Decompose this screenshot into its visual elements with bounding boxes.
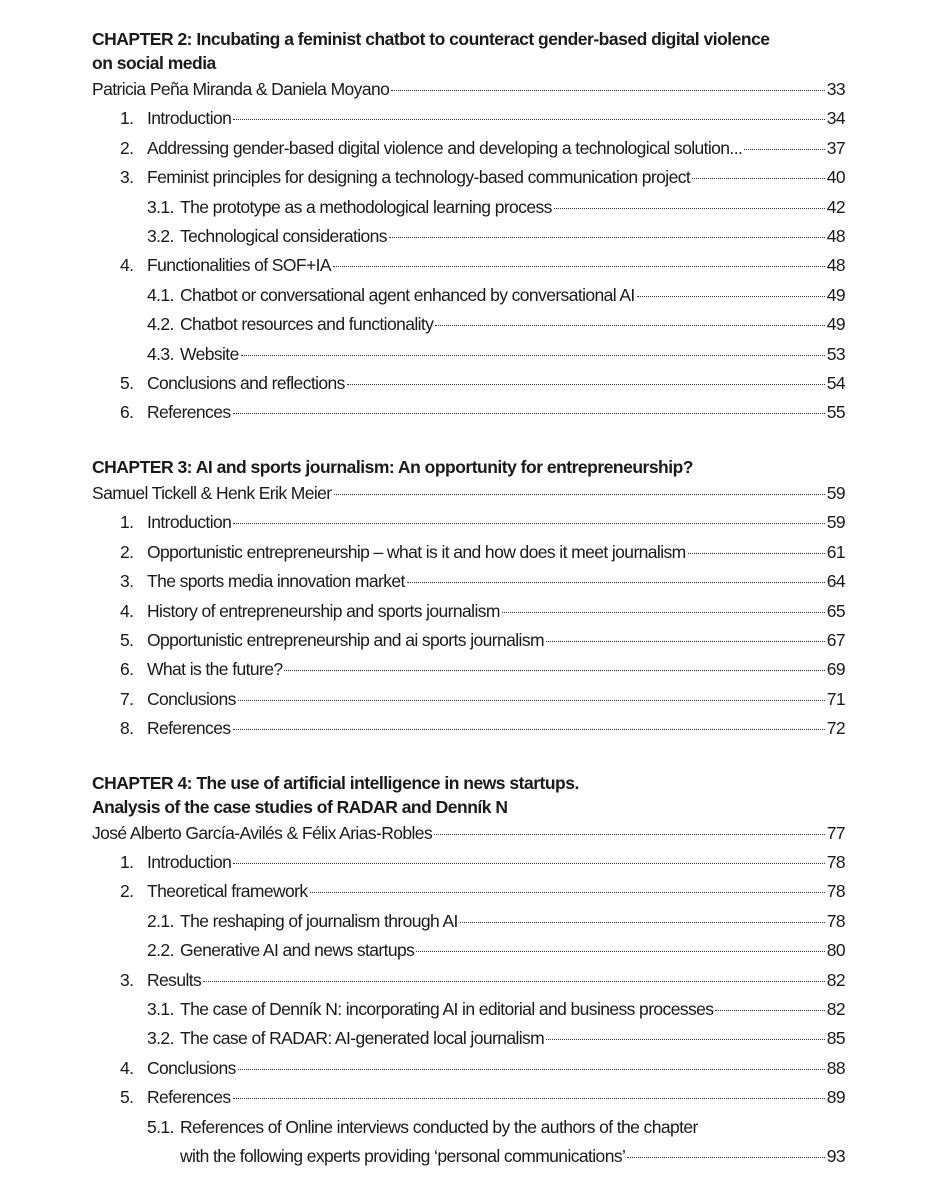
page-number: 89 bbox=[826, 1087, 845, 1108]
dot-leader bbox=[416, 951, 824, 952]
entry-title-continued: with the following experts providing ‘personal communications’ bbox=[180, 1146, 626, 1166]
table-of-contents bbox=[92, 27, 845, 1198]
page-number: 65 bbox=[826, 600, 845, 621]
dot-leader bbox=[233, 119, 824, 120]
toc-entry[interactable] bbox=[92, 597, 845, 626]
toc-entry[interactable] bbox=[92, 685, 845, 714]
dot-leader bbox=[233, 523, 824, 524]
dot-leader bbox=[241, 355, 825, 356]
toc-entry[interactable] bbox=[92, 936, 845, 965]
toc-entry-authors[interactable] bbox=[92, 479, 845, 508]
entry-number: 5.1. bbox=[147, 1116, 174, 1137]
dot-leader bbox=[688, 553, 825, 554]
entry-number: 3. bbox=[120, 969, 134, 990]
toc-entry[interactable] bbox=[92, 310, 845, 339]
chapter-section bbox=[92, 771, 845, 1172]
dot-leader bbox=[546, 1039, 825, 1040]
page-number: 77 bbox=[826, 822, 845, 843]
page-number: 93 bbox=[826, 1146, 845, 1166]
entry-title: Chatbot or conversational agent enhanced by conversational AI bbox=[180, 284, 635, 305]
page-number: 49 bbox=[826, 314, 845, 335]
toc-entry-authors[interactable] bbox=[92, 75, 845, 104]
dot-leader bbox=[238, 700, 825, 701]
dot-leader bbox=[637, 296, 825, 297]
toc-entry[interactable] bbox=[92, 1054, 845, 1083]
toc-entry[interactable] bbox=[92, 626, 845, 655]
dot-leader bbox=[715, 1010, 824, 1011]
entry-number: 3.1. bbox=[147, 196, 174, 217]
entry-number: 4.1. bbox=[147, 284, 174, 305]
dot-leader bbox=[347, 384, 825, 385]
dot-leader bbox=[233, 729, 825, 730]
entry-number: 2. bbox=[120, 137, 134, 158]
entry-title: Generative AI and news startups bbox=[180, 940, 415, 961]
page-number: 85 bbox=[826, 1028, 845, 1049]
toc-entry[interactable] bbox=[92, 104, 845, 133]
page-number: 34 bbox=[826, 108, 845, 129]
chapter-title-line: CHAPTER 4: The use of artificial intelligence in news startups. bbox=[92, 772, 579, 793]
entry-title: Technological considerations bbox=[180, 226, 387, 247]
entry-number: 2. bbox=[120, 881, 134, 902]
entry-title: Opportunistic entrepreneurship and ai sports journalism bbox=[147, 629, 544, 650]
dot-leader bbox=[554, 208, 825, 209]
dot-leader bbox=[435, 325, 824, 326]
toc-entry[interactable] bbox=[92, 163, 845, 192]
dot-leader bbox=[434, 834, 825, 835]
entry-number: 3.2. bbox=[147, 226, 174, 247]
toc-entry[interactable] bbox=[92, 508, 845, 537]
entry-title: References bbox=[147, 1087, 231, 1108]
entry-number: 4. bbox=[120, 1057, 134, 1078]
page-number: 61 bbox=[826, 541, 845, 562]
dot-leader bbox=[460, 922, 825, 923]
entry-title: Introduction bbox=[147, 851, 232, 872]
page-number: 88 bbox=[826, 1057, 845, 1078]
entry-title: The reshaping of journalism through AI bbox=[180, 910, 458, 931]
toc-entry[interactable] bbox=[92, 1083, 845, 1112]
entry-number: 8. bbox=[120, 718, 134, 739]
toc-entry[interactable] bbox=[92, 655, 845, 684]
page-number: 64 bbox=[826, 571, 845, 592]
dot-leader bbox=[284, 670, 824, 671]
entry-number: 4.3. bbox=[147, 343, 174, 364]
dot-leader bbox=[546, 641, 825, 642]
toc-entry[interactable] bbox=[92, 966, 845, 995]
toc-entry[interactable] bbox=[92, 877, 845, 906]
entry-title: The prototype as a methodological learning process bbox=[180, 196, 552, 217]
chapter-authors: José Alberto García-Avilés & Félix Arias-Robles bbox=[92, 822, 433, 843]
chapter-title bbox=[92, 771, 845, 819]
dot-leader bbox=[233, 863, 824, 864]
toc-entry[interactable] bbox=[92, 567, 845, 596]
chapter-title: CHAPTER 3: AI and sports journalism: An opportunity for entrepreneurship? bbox=[92, 456, 693, 477]
entry-title: The case of RADAR: AI-generated local journalism bbox=[180, 1028, 545, 1049]
toc-entry[interactable] bbox=[92, 538, 845, 567]
entry-title: Conclusions bbox=[147, 1057, 236, 1078]
chapter-title: CHAPTER 2: Incubating a feminist chatbot to counteract gender-based digital violence on social media bbox=[92, 29, 770, 73]
toc-entry[interactable] bbox=[92, 369, 845, 398]
page-number: 82 bbox=[826, 998, 845, 1019]
toc-entry[interactable] bbox=[92, 222, 845, 251]
page-number: 55 bbox=[826, 402, 845, 423]
entry-number: 1. bbox=[120, 512, 134, 533]
entry-number: 1. bbox=[120, 108, 134, 129]
entry-title: Conclusions bbox=[147, 688, 236, 709]
entry-number: 6. bbox=[120, 659, 134, 680]
entry-number: 3. bbox=[120, 167, 134, 188]
entry-number: 3.2. bbox=[147, 1028, 174, 1049]
toc-entry[interactable] bbox=[92, 193, 845, 222]
toc-entry[interactable] bbox=[92, 398, 845, 427]
entry-number: 2. bbox=[120, 541, 134, 562]
page-number: 53 bbox=[826, 343, 845, 364]
page-number: 82 bbox=[826, 969, 845, 990]
page-number: 49 bbox=[826, 284, 845, 305]
dot-leader bbox=[502, 612, 825, 613]
page-number: 72 bbox=[826, 718, 845, 739]
entry-title: The sports media innovation market bbox=[147, 571, 405, 592]
page-number: 80 bbox=[826, 940, 845, 961]
page-number: 71 bbox=[826, 688, 845, 709]
entry-title: History of entrepreneurship and sports journalism bbox=[147, 600, 500, 621]
page-number: 42 bbox=[826, 196, 845, 217]
dot-leader bbox=[389, 237, 825, 238]
chapter-title-line: Analysis of the case studies of RADAR and Denník N bbox=[92, 796, 508, 817]
page-number: 59 bbox=[826, 482, 845, 503]
chapter-authors: Samuel Tickell & Henk Erik Meier bbox=[92, 482, 332, 503]
entry-number: 6. bbox=[120, 402, 134, 423]
dot-leader bbox=[333, 266, 825, 267]
entry-number: 5. bbox=[120, 1087, 134, 1108]
entry-title: Introduction bbox=[147, 108, 232, 129]
entry-number: 5. bbox=[120, 629, 134, 650]
dot-leader bbox=[310, 892, 825, 893]
entry-number: 7. bbox=[120, 688, 134, 709]
page-number: 78 bbox=[826, 851, 845, 872]
toc-entry[interactable] bbox=[92, 251, 845, 280]
entry-title: Conclusions and reflections bbox=[147, 373, 345, 394]
entry-number: 1. bbox=[120, 851, 134, 872]
chapter-authors: Patricia Peña Miranda & Daniela Moyano bbox=[92, 79, 390, 99]
dot-leader bbox=[407, 582, 825, 583]
entry-title: Opportunistic entrepreneurship – what is it and how does it meet journalism bbox=[147, 541, 686, 562]
toc-entry[interactable] bbox=[92, 848, 845, 877]
page-number: 37 bbox=[826, 137, 845, 158]
entry-title: Chatbot resources and functionality bbox=[180, 314, 434, 335]
entry-title: References bbox=[147, 402, 231, 423]
dot-leader bbox=[627, 1157, 824, 1158]
entry-title: Feminist principles for designing a technology-based communication project bbox=[147, 167, 691, 188]
toc-entry[interactable] bbox=[92, 1113, 845, 1172]
entry-number: 2.1. bbox=[147, 910, 174, 931]
toc-entry[interactable] bbox=[92, 1024, 845, 1053]
entry-title: Theoretical framework bbox=[147, 881, 308, 902]
dot-leader bbox=[238, 1069, 825, 1070]
page-number: 78 bbox=[826, 881, 845, 902]
entry-title: References of Online interviews conducted by the authors of the chapter bbox=[180, 1116, 698, 1137]
toc-entry[interactable] bbox=[92, 134, 845, 163]
entry-number: 4. bbox=[120, 600, 134, 621]
page-number: 48 bbox=[826, 226, 845, 247]
page-number: 48 bbox=[826, 255, 845, 276]
page-number: 78 bbox=[826, 910, 845, 931]
page-number: 59 bbox=[826, 512, 845, 533]
toc-entry[interactable] bbox=[92, 907, 845, 936]
chapter-section bbox=[92, 455, 845, 744]
entry-title: Website bbox=[180, 343, 239, 364]
dot-leader bbox=[233, 1098, 825, 1099]
entry-number: 5. bbox=[120, 373, 134, 394]
dot-leader bbox=[334, 494, 825, 495]
dot-leader bbox=[692, 178, 825, 179]
page-number: 40 bbox=[826, 167, 845, 188]
dot-leader bbox=[391, 90, 825, 91]
toc-entry-authors[interactable] bbox=[92, 819, 845, 848]
page-number: 67 bbox=[826, 629, 845, 650]
entry-number: 4.2. bbox=[147, 314, 174, 335]
toc-entry[interactable] bbox=[92, 714, 845, 743]
entry-number: 3.1. bbox=[147, 998, 174, 1019]
page-number: 69 bbox=[826, 659, 845, 680]
dot-leader bbox=[233, 413, 825, 414]
entry-title: What is the future? bbox=[147, 659, 283, 680]
page-number: 54 bbox=[826, 373, 845, 394]
entry-title: Functionalities of SOF+IA bbox=[147, 255, 331, 276]
page-number: 33 bbox=[826, 79, 845, 99]
entry-title: The case of Denník N: incorporating AI in editorial and business processes bbox=[180, 998, 714, 1019]
toc-entry[interactable] bbox=[92, 995, 845, 1024]
toc-entry[interactable] bbox=[92, 281, 845, 310]
entry-number: 3. bbox=[120, 571, 134, 592]
entry-title: Introduction bbox=[147, 512, 232, 533]
entry-title: References bbox=[147, 718, 231, 739]
dot-leader bbox=[744, 149, 825, 150]
chapter-section bbox=[92, 27, 845, 428]
entry-number: 2.2. bbox=[147, 940, 174, 961]
entry-title: Addressing gender-based digital violence and developing a technological solution... bbox=[147, 137, 743, 158]
entry-number: 4. bbox=[120, 255, 134, 276]
entry-title: Results bbox=[147, 969, 202, 990]
dot-leader bbox=[203, 981, 825, 982]
toc-entry[interactable] bbox=[92, 340, 845, 369]
